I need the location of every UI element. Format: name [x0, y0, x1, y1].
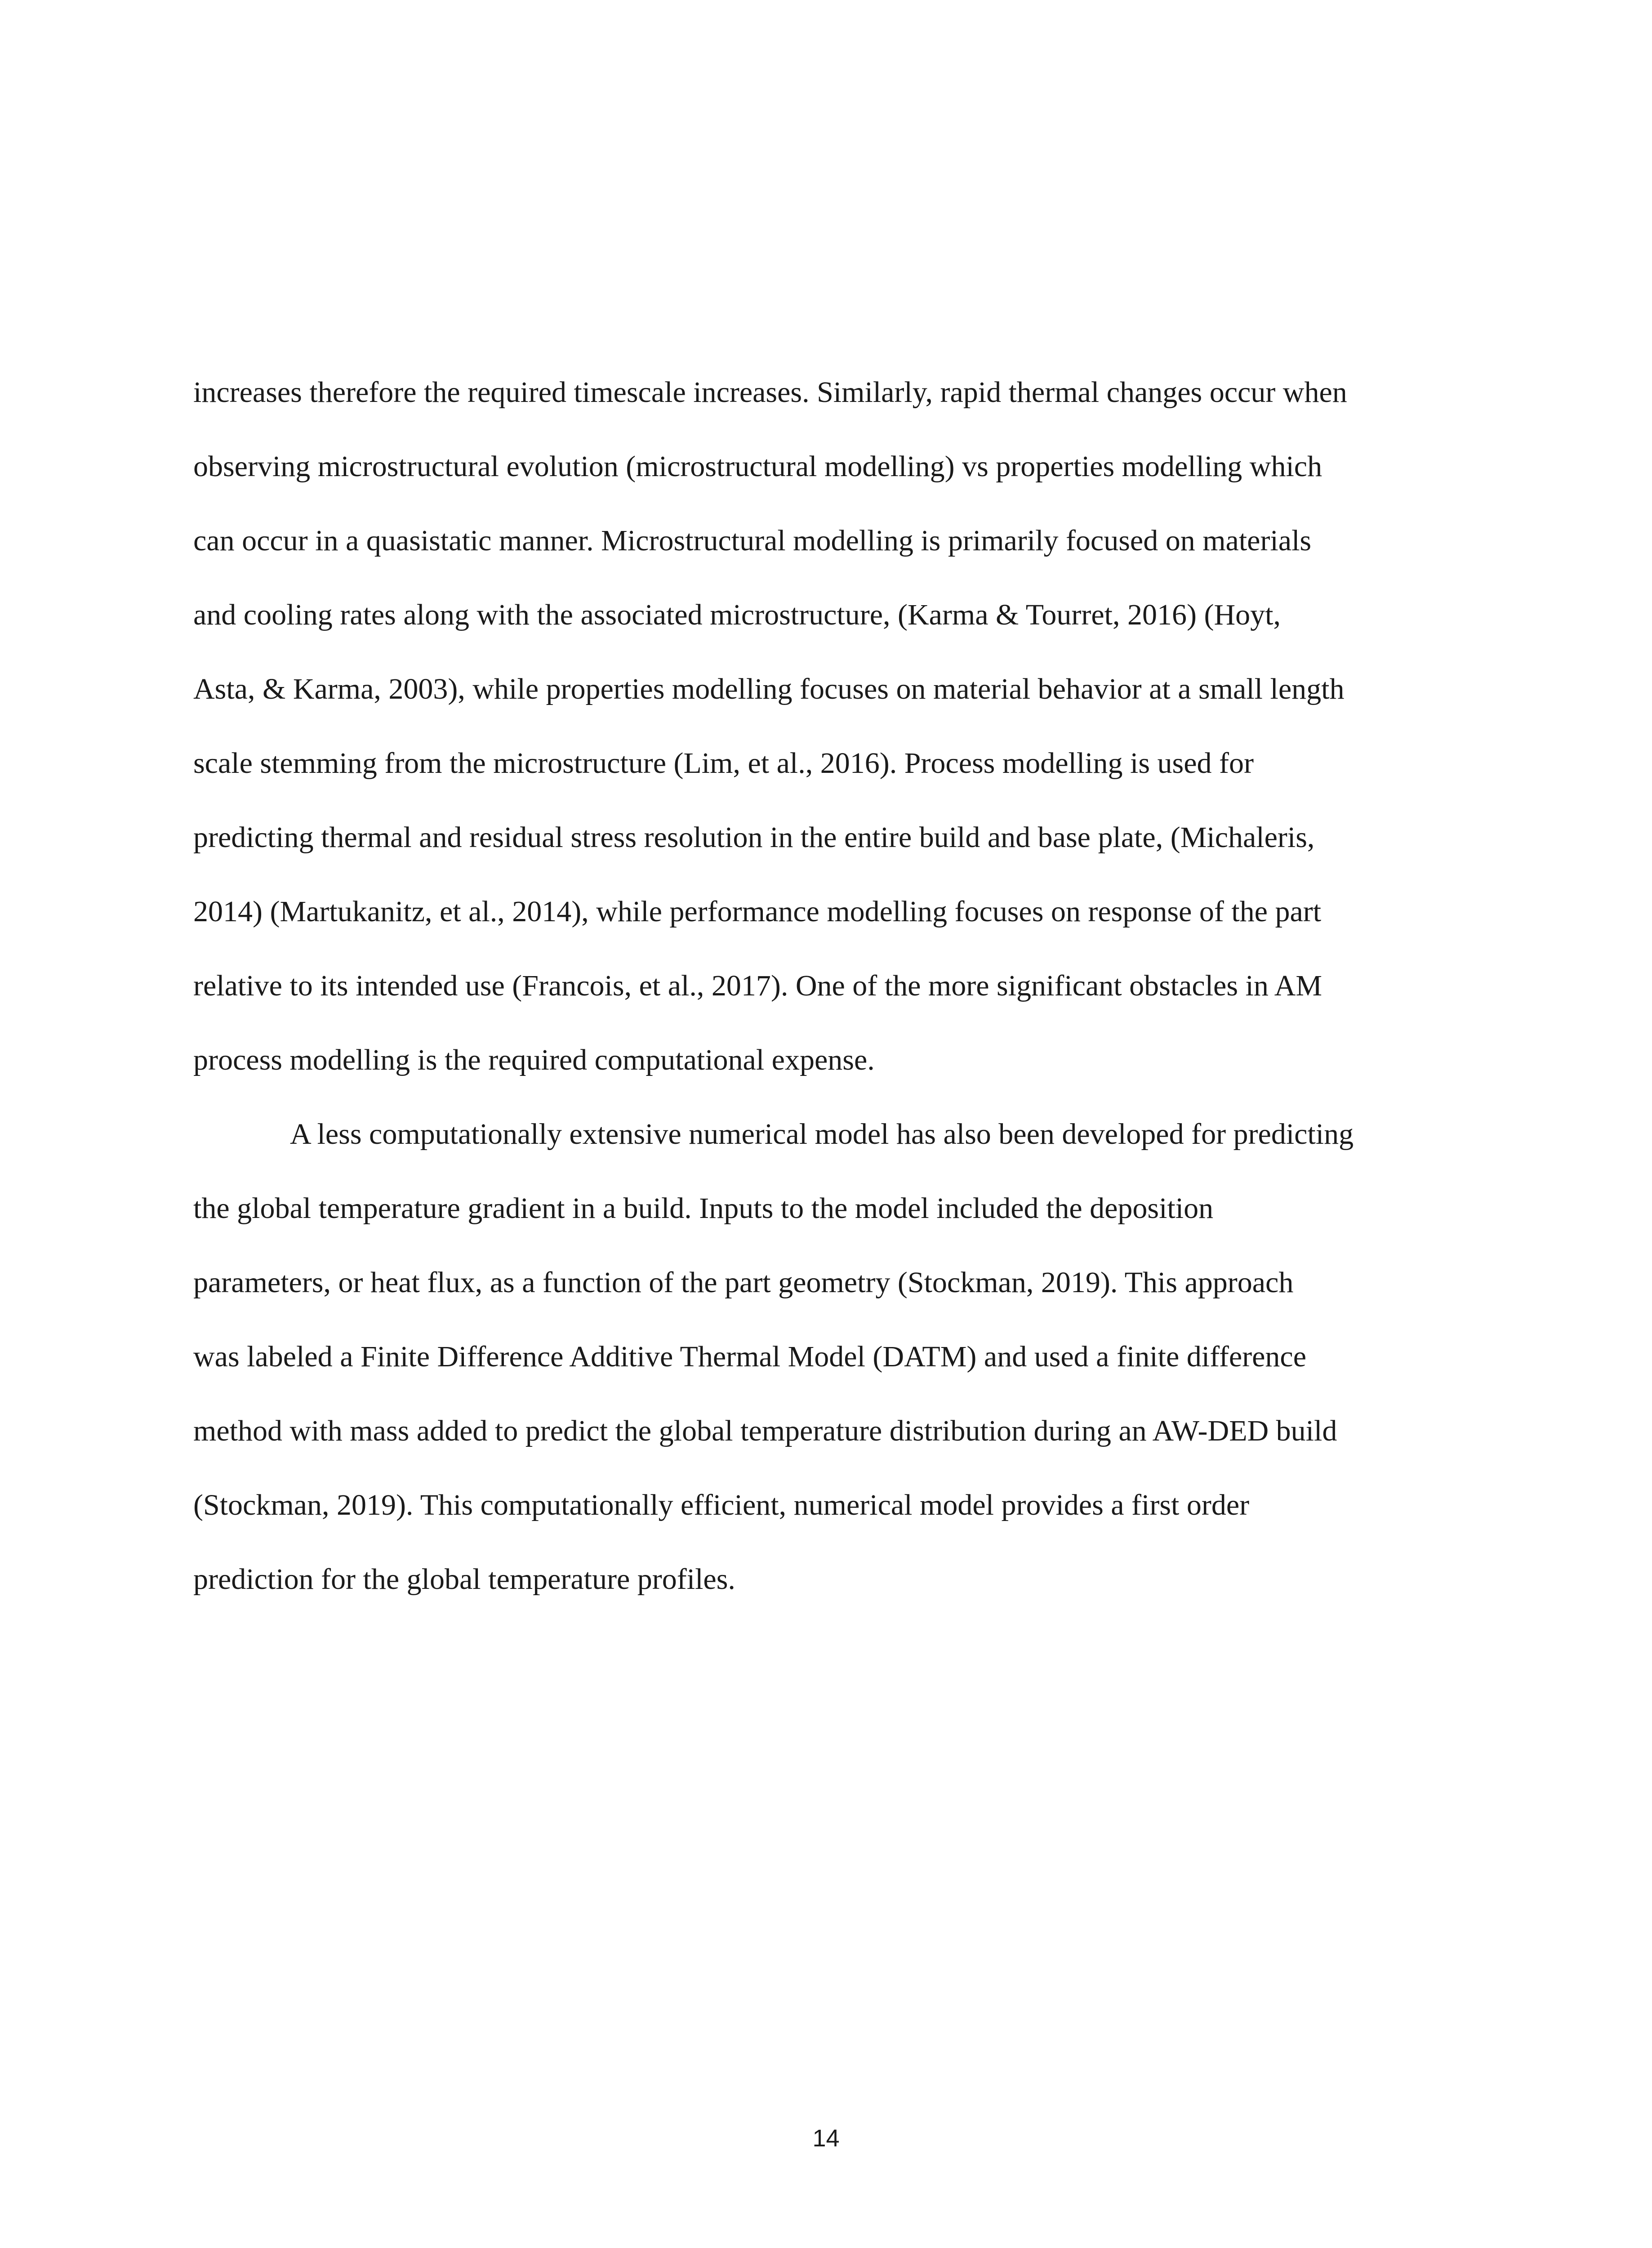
text-line: prediction for the global temperature profiles. — [193, 1563, 735, 1596]
text-line: can occur in a quasistatic manner. Microstructural modelling is primarily focused on materials — [193, 524, 1312, 557]
text-line: scale stemming from the microstructure (Lim, et al., 2016). Process modelling is used for — [193, 747, 1254, 780]
text-line: Asta, & Karma, 2003), while properties modelling focuses on material behavior at a small length — [193, 673, 1345, 705]
text-line: increases therefore the required timescale increases. Similarly, rapid thermal changes occur when — [193, 376, 1347, 409]
text-line: relative to its intended use (Francois, et al., 2017). One of the more significant obstacles in AM — [193, 969, 1322, 1002]
text-line: was labeled a Finite Difference Additive Thermal Model (DATM) and used a finite difference — [193, 1340, 1306, 1373]
text-line: method with mass added to predict the global temperature distribution during an AW-DED build — [193, 1414, 1337, 1447]
body-text — [193, 355, 1452, 1616]
paragraph-1 — [193, 355, 1452, 1097]
text-line: and cooling rates along with the associated microstructure, (Karma & Tourret, 2016) (Hoyt, — [193, 598, 1281, 631]
text-line: process modelling is the required computational expense. — [193, 1044, 875, 1076]
text-line: 2014) (Martukanitz, et al., 2014), while performance modelling focuses on response of the part — [193, 895, 1322, 928]
text-line: parameters, or heat flux, as a function of the part geometry (Stockman, 2019). This approach — [193, 1266, 1294, 1299]
text-line: observing microstructural evolution (microstructural modelling) vs properties modelling which — [193, 450, 1322, 483]
paragraph-2 — [193, 1097, 1452, 1616]
page-number: 14 — [812, 2125, 840, 2152]
text-line: A less computationally extensive numerical model has also been developed for predicting — [290, 1118, 1354, 1151]
text-line: the global temperature gradient in a build. Inputs to the model included the deposition — [193, 1192, 1214, 1225]
text-line: (Stockman, 2019). This computationally efficient, numerical model provides a first order — [193, 1489, 1250, 1521]
text-line: predicting thermal and residual stress resolution in the entire build and base plate, (Michaleris, — [193, 821, 1315, 854]
